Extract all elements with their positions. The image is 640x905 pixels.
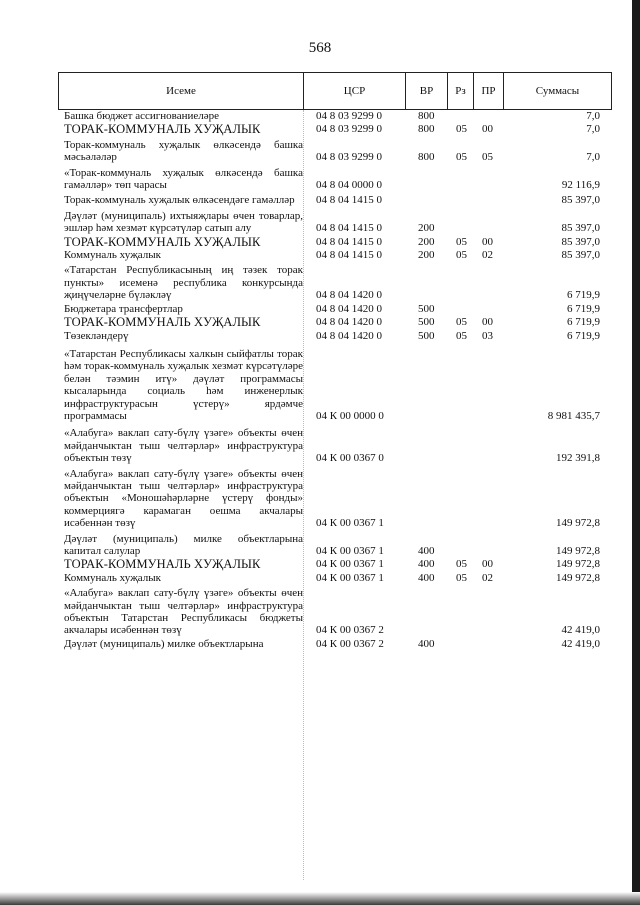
row-vr: 500 (418, 316, 435, 329)
table-row (58, 139, 612, 164)
table-header (58, 72, 612, 110)
row-name: Торак-коммуналь хуҗалык өлкәсендә башка мәсьәләләр (64, 138, 303, 164)
table-row (58, 533, 612, 558)
scan-edge (632, 0, 640, 905)
row-csr: 04 К 00 0367 0 (316, 452, 384, 465)
row-sum: 8 981 435,7 (547, 409, 600, 422)
row-csr: 04 8 04 1420 0 (316, 316, 382, 329)
row-name: «Алабуга» ваклап сату-бүлү үзәге» объекты өчен мәйданчыктан тыш челтәрләр» инфраструктура объектын «Моношәһәрләрне үстерү фонды» коммерциягә карамаган оешма акчалары исәбеннән төзү (64, 467, 303, 530)
row-name: «Алабуга» ваклап сату-бүлү үзәге» объекты өчен мәйданчыктан тыш челтәрләр» инфраструктура объектын төзү (64, 427, 303, 465)
table-row (58, 468, 612, 530)
table-row (58, 167, 612, 192)
row-sum: 6 719,9 (567, 302, 600, 315)
header-name: Исеме (59, 73, 304, 109)
row-sum: 149 972,8 (556, 517, 600, 530)
table-row (58, 572, 612, 584)
row-sum: 7,0 (586, 151, 600, 164)
header-vr: ВР (406, 73, 448, 109)
table-row (58, 264, 612, 301)
header-csr: ЦСР (304, 73, 406, 109)
row-csr: 04 К 00 0000 0 (316, 409, 384, 422)
row-name: Төзекләндерү (64, 329, 129, 342)
table-row (58, 194, 612, 206)
row-name: Бюджетара трансфертлар (64, 302, 183, 315)
row-name: Коммуналь хуҗалык (64, 571, 162, 584)
row-rz: 05 (456, 316, 467, 329)
row-csr: 04 8 04 1420 0 (316, 302, 382, 315)
table-row (58, 638, 612, 650)
row-vr: 400 (418, 637, 435, 650)
row-pr: 00 (482, 235, 493, 248)
row-name: «Татарстан Республикасы халкын сыйфатлы торак һәм торак-коммуналь хуҗалык хезмәт күрсәтүләре белән тәэмин итү» дәүләт программасы кысаларында социаль һәм инженерлык инфраструктурасын үстерү» ярдәмче программасы (64, 347, 303, 422)
row-csr: 04 К 00 0367 1 (316, 571, 384, 584)
row-name: ТОРАК-КОММУНАЛЬ ХУҖАЛЫК (64, 315, 261, 330)
row-vr: 200 (418, 222, 435, 235)
row-pr: 00 (482, 123, 493, 136)
row-name: Дәүләт (муниципаль) милке объектларына капитал салулар (64, 532, 303, 557)
table-row (58, 587, 612, 637)
row-pr: 03 (482, 329, 493, 342)
row-rz: 05 (456, 249, 467, 262)
row-name: «Алабуга» ваклап сату-бүлү үзәге» объекты өчен мәйданчыктан тыш челтәрләр» инфраструктура объектын Татарстан Республикасы бюджеты акчалары исәбеннән төзү (64, 587, 303, 637)
row-pr: 02 (482, 249, 493, 262)
row-sum: 42 419,0 (561, 637, 600, 650)
row-name: «Торак-коммуналь хуҗалык өлкәсендә башка гамәлләр» төп чарасы (64, 166, 303, 192)
row-csr: 04 8 04 1415 0 (316, 194, 382, 207)
row-name: Дәүләт (муниципаль) милке объектларына (64, 637, 264, 650)
row-pr: 05 (482, 151, 493, 164)
row-sum: 85 397,0 (561, 235, 600, 248)
row-sum: 192 391,8 (556, 452, 600, 465)
row-vr: 400 (418, 571, 435, 584)
row-csr: 04 8 04 1415 0 (316, 235, 382, 248)
table-row (58, 348, 612, 422)
row-csr: 04 8 04 1420 0 (316, 289, 382, 302)
row-sum: 7,0 (586, 123, 600, 136)
row-vr: 500 (418, 302, 435, 315)
row-sum: 6 719,9 (567, 316, 600, 329)
row-sum: 149 972,8 (556, 545, 600, 557)
row-vr: 400 (418, 558, 435, 571)
table-row (58, 558, 612, 570)
row-name: Дәүләт (муниципаль) ихтыяҗлары өчен товарлар, эшләр һәм хезмәт күрсәтүләр сатып алу (64, 209, 303, 235)
table-row (58, 210, 612, 235)
header-pr: ПР (474, 73, 504, 109)
row-sum: 92 116,9 (561, 179, 600, 192)
table-row (58, 236, 612, 248)
row-csr: 04 К 00 0367 1 (316, 517, 384, 530)
row-vr: 800 (418, 123, 435, 136)
row-sum: 85 397,0 (561, 249, 600, 262)
row-csr: 04 8 04 0000 0 (316, 179, 382, 192)
row-sum: 6 719,9 (567, 289, 600, 302)
row-csr: 04 8 04 1420 0 (316, 329, 382, 342)
row-pr: 00 (482, 558, 493, 571)
row-sum: 85 397,0 (561, 222, 600, 235)
row-sum: 6 719,9 (567, 329, 600, 342)
row-vr: 200 (418, 249, 435, 262)
row-csr: 04 К 00 0367 2 (316, 637, 384, 650)
row-sum: 42 419,0 (561, 624, 600, 637)
row-vr: 800 (418, 151, 435, 164)
row-rz: 05 (456, 329, 467, 342)
row-name: Башка бюджет ассигнованиеләре (64, 110, 219, 122)
row-sum: 149 972,8 (556, 571, 600, 584)
row-vr: 200 (418, 235, 435, 248)
row-pr: 00 (482, 316, 493, 329)
header-sum: Суммасы (535, 85, 580, 97)
row-name: ТОРАК-КОММУНАЛЬ ХУҖАЛЫК (64, 557, 261, 572)
row-pr: 02 (482, 571, 493, 584)
row-csr: 04 К 00 0367 2 (316, 624, 384, 637)
row-rz: 05 (456, 571, 467, 584)
row-csr: 04 8 03 9299 0 (316, 123, 382, 136)
row-sum: 149 972,8 (556, 558, 600, 571)
table-row (58, 110, 612, 122)
row-csr: 04 8 04 1415 0 (316, 249, 382, 262)
row-vr: 800 (418, 110, 435, 122)
table-row (58, 330, 612, 342)
row-rz: 05 (456, 235, 467, 248)
row-name: ТОРАК-КОММУНАЛЬ ХУҖАЛЫК (64, 122, 261, 137)
table-row (58, 316, 612, 328)
table-row (58, 303, 612, 315)
row-csr: 04 8 03 9299 0 (316, 110, 382, 122)
row-csr: 04 К 00 0367 1 (316, 558, 384, 571)
table-body (58, 110, 612, 650)
row-vr: 400 (418, 545, 435, 557)
page-number: 568 (308, 40, 332, 56)
row-name: ТОРАК-КОММУНАЛЬ ХУҖАЛЫК (64, 234, 261, 249)
table-row (58, 427, 612, 464)
header-rz: Рз (448, 73, 474, 109)
row-csr: 04 8 04 1415 0 (316, 222, 382, 235)
row-csr: 04 8 03 9299 0 (316, 151, 382, 164)
row-csr: 04 К 00 0367 1 (316, 545, 384, 557)
row-name: Коммуналь хуҗалык (64, 249, 162, 262)
table-row (58, 123, 612, 135)
row-name: Торак-коммуналь хуҗалык өлкәсендәге гамәлләр (64, 194, 295, 207)
row-rz: 05 (456, 151, 467, 164)
row-vr: 500 (418, 329, 435, 342)
row-name: «Татарстан Республикасының иң тәзек торак пункты» исеменә республика конкурсында җиңүчеләрне бүләкләү (64, 264, 303, 302)
row-rz: 05 (456, 558, 467, 571)
row-sum: 85 397,0 (561, 194, 600, 207)
scan-bottom-edge (0, 892, 640, 905)
row-rz: 05 (456, 123, 467, 136)
table-row (58, 249, 612, 261)
row-sum: 7,0 (586, 110, 600, 122)
